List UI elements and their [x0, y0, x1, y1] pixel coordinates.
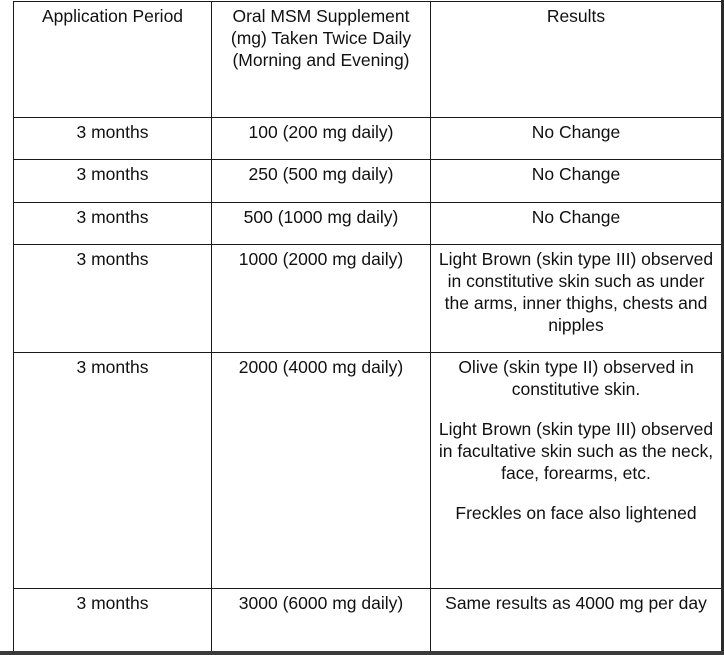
header-application-period: Application Period: [14, 2, 212, 118]
period-cell: 3 months: [14, 118, 212, 160]
results-cell: [431, 160, 722, 203]
table-row: [14, 353, 722, 589]
result-text: Light Brown (skin type III) observed in constitutive skin such as under the arms, inner thighs, chests and nipples: [438, 249, 714, 335]
result-text: No Change: [531, 122, 621, 142]
result-text: Same results as 4000 mg per day: [445, 593, 707, 613]
period-cell: 3 months: [14, 203, 212, 245]
dose-cell: 500 (1000 mg daily): [212, 203, 431, 245]
msm-results-table: [13, 1, 722, 655]
results-cell: [431, 353, 722, 589]
table-row: [14, 118, 722, 160]
period-cell: 3 months: [14, 353, 212, 589]
result-text: Olive (skin type II) observed in constitutive skin.: [458, 357, 694, 399]
dose-cell: 1000 (2000 mg daily): [212, 245, 431, 353]
header-oral-msm-supplement: Oral MSM Supplement (mg) Taken Twice Daily (Morning and Evening): [212, 2, 431, 118]
result-text: No Change: [531, 207, 621, 227]
table-row: [14, 245, 722, 353]
table-row: [14, 203, 722, 245]
dose-cell: 3000 (6000 mg daily): [212, 589, 431, 655]
window-frame-bottom-edge: [0, 651, 724, 655]
table-header-row: [14, 2, 722, 118]
result-text: Freckles on face also lightened: [455, 503, 697, 523]
header-results: Results: [431, 2, 722, 118]
results-cell: [431, 118, 722, 160]
table-row: [14, 160, 722, 203]
period-cell: 3 months: [14, 245, 212, 353]
dose-cell: 2000 (4000 mg daily): [212, 353, 431, 589]
table-row: [14, 589, 722, 655]
results-cell: [431, 245, 722, 353]
dose-cell: 100 (200 mg daily): [212, 118, 431, 160]
result-text: No Change: [531, 164, 621, 184]
results-cell: [431, 203, 722, 245]
period-cell: 3 months: [14, 160, 212, 203]
results-cell: [431, 589, 722, 655]
dose-cell: 250 (500 mg daily): [212, 160, 431, 203]
result-text: Light Brown (skin type III) observed in facultative skin such as the neck, face, forearms, etc.: [438, 419, 714, 483]
period-cell: 3 months: [14, 589, 212, 655]
